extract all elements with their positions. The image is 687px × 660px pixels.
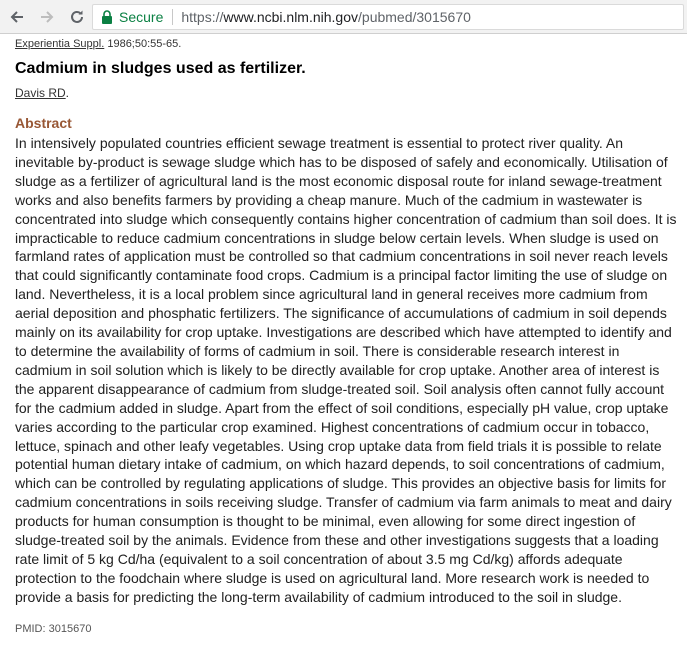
- browser-toolbar: [0, 0, 687, 34]
- abstract-text: In intensively populated countries efficient sewage treatment is essential to protect river quality. An inevitable by-product is sewage sludge which has to be disposed of safely and economically. Utilisation of sludge as a fertilizer of agricultural land is the most economic disposal route for inland sewage-treatment works and also benefits farmers by providing a cheap manure. Much of the cadmium in wastewater is concentrated into sludge which consequently contains higher concentration of cadmium than soil does. It is impracticable to reduce cadmium concentrations in sludge below certain levels. When sludge is used on farmland rates of application must be controlled so that cadmium concentrations in soil never reach levels that could significantly contaminate food crops. Cadmium is a principal factor limiting the use of sludge on land. Nevertheless, it is a local problem since agricultural land in general receives more cadmium from aerial deposition and phosphatic fertilizers. The significance of accumulations of cadmium in soil depends mainly on its availability for crop uptake. Investigations are described which have attempted to identify and to determine the availability of forms of cadmium in soil. There is considerable research interest in cadmium in soil solution which is likely to be directly available for crop uptake. Another area of interest is the apparent disappearance of cadmium from sludge-treated soil. Soil analysis often cannot fully account for the cadmium added in sludge. Apart from the effect of soil conditions, especially pH value, crop uptake varies according to the particular crop examined. Highest concentrations of cadmium occur in tobacco, lettuce, spinach and other leafy vegetables. Using crop uptake data from field trials it is possible to relate potential human dietary intake of cadmium, on which hazard depends, to soil concentrations of cadmium, which can be controlled by regulating applications of sludge. This provides an objective basis for limits for cadmium concentrations in soils receiving sludge. Transfer of cadmium via farm animals to meat and dairy products for human consumption is thought to be minimal, even allowing for some direct ingestion of sludge-treated soil by the animals. Evidence from these and other investigations suggests that a loading rate limit of 5 kg Cd/ha (equivalent to a soil concentration of about 3.5 mg Cd/kg) affords adequate protection to the foodchain where sludge is used on agricultural land. More research work is needed to provide a basis for predicting the long-term availability of cadmium introduced to the soil in sludge.: [15, 135, 677, 605]
- reload-icon: [69, 9, 85, 25]
- author-suffix: .: [65, 86, 70, 100]
- pmid-label: PMID: 3015670: [15, 622, 92, 635]
- author-list: [15, 86, 683, 100]
- citation-details: 1986;50:55-65.: [104, 38, 182, 50]
- forward-button[interactable]: [34, 4, 60, 30]
- url-host: www.ncbi.nlm.nih.gov: [223, 9, 359, 25]
- abstract-heading: Abstract: [15, 115, 72, 131]
- url-path: /pubmed/3015670: [358, 9, 471, 25]
- address-bar[interactable]: [92, 4, 684, 30]
- back-button[interactable]: [4, 4, 30, 30]
- secure-label: Secure: [119, 9, 164, 25]
- journal-link[interactable]: Experientia Suppl.: [15, 38, 105, 50]
- url-scheme: https://: [181, 9, 224, 25]
- author-link[interactable]: Davis RD: [15, 86, 66, 100]
- back-arrow-icon: [9, 9, 25, 25]
- article-content: [15, 37, 683, 636]
- citation-line: [15, 37, 683, 51]
- reload-button[interactable]: [64, 4, 90, 30]
- lock-icon: [101, 10, 113, 24]
- article-title: Cadmium in sludges used as fertilizer.: [15, 60, 306, 77]
- address-separator: [172, 9, 173, 25]
- forward-arrow-icon: [39, 9, 55, 25]
